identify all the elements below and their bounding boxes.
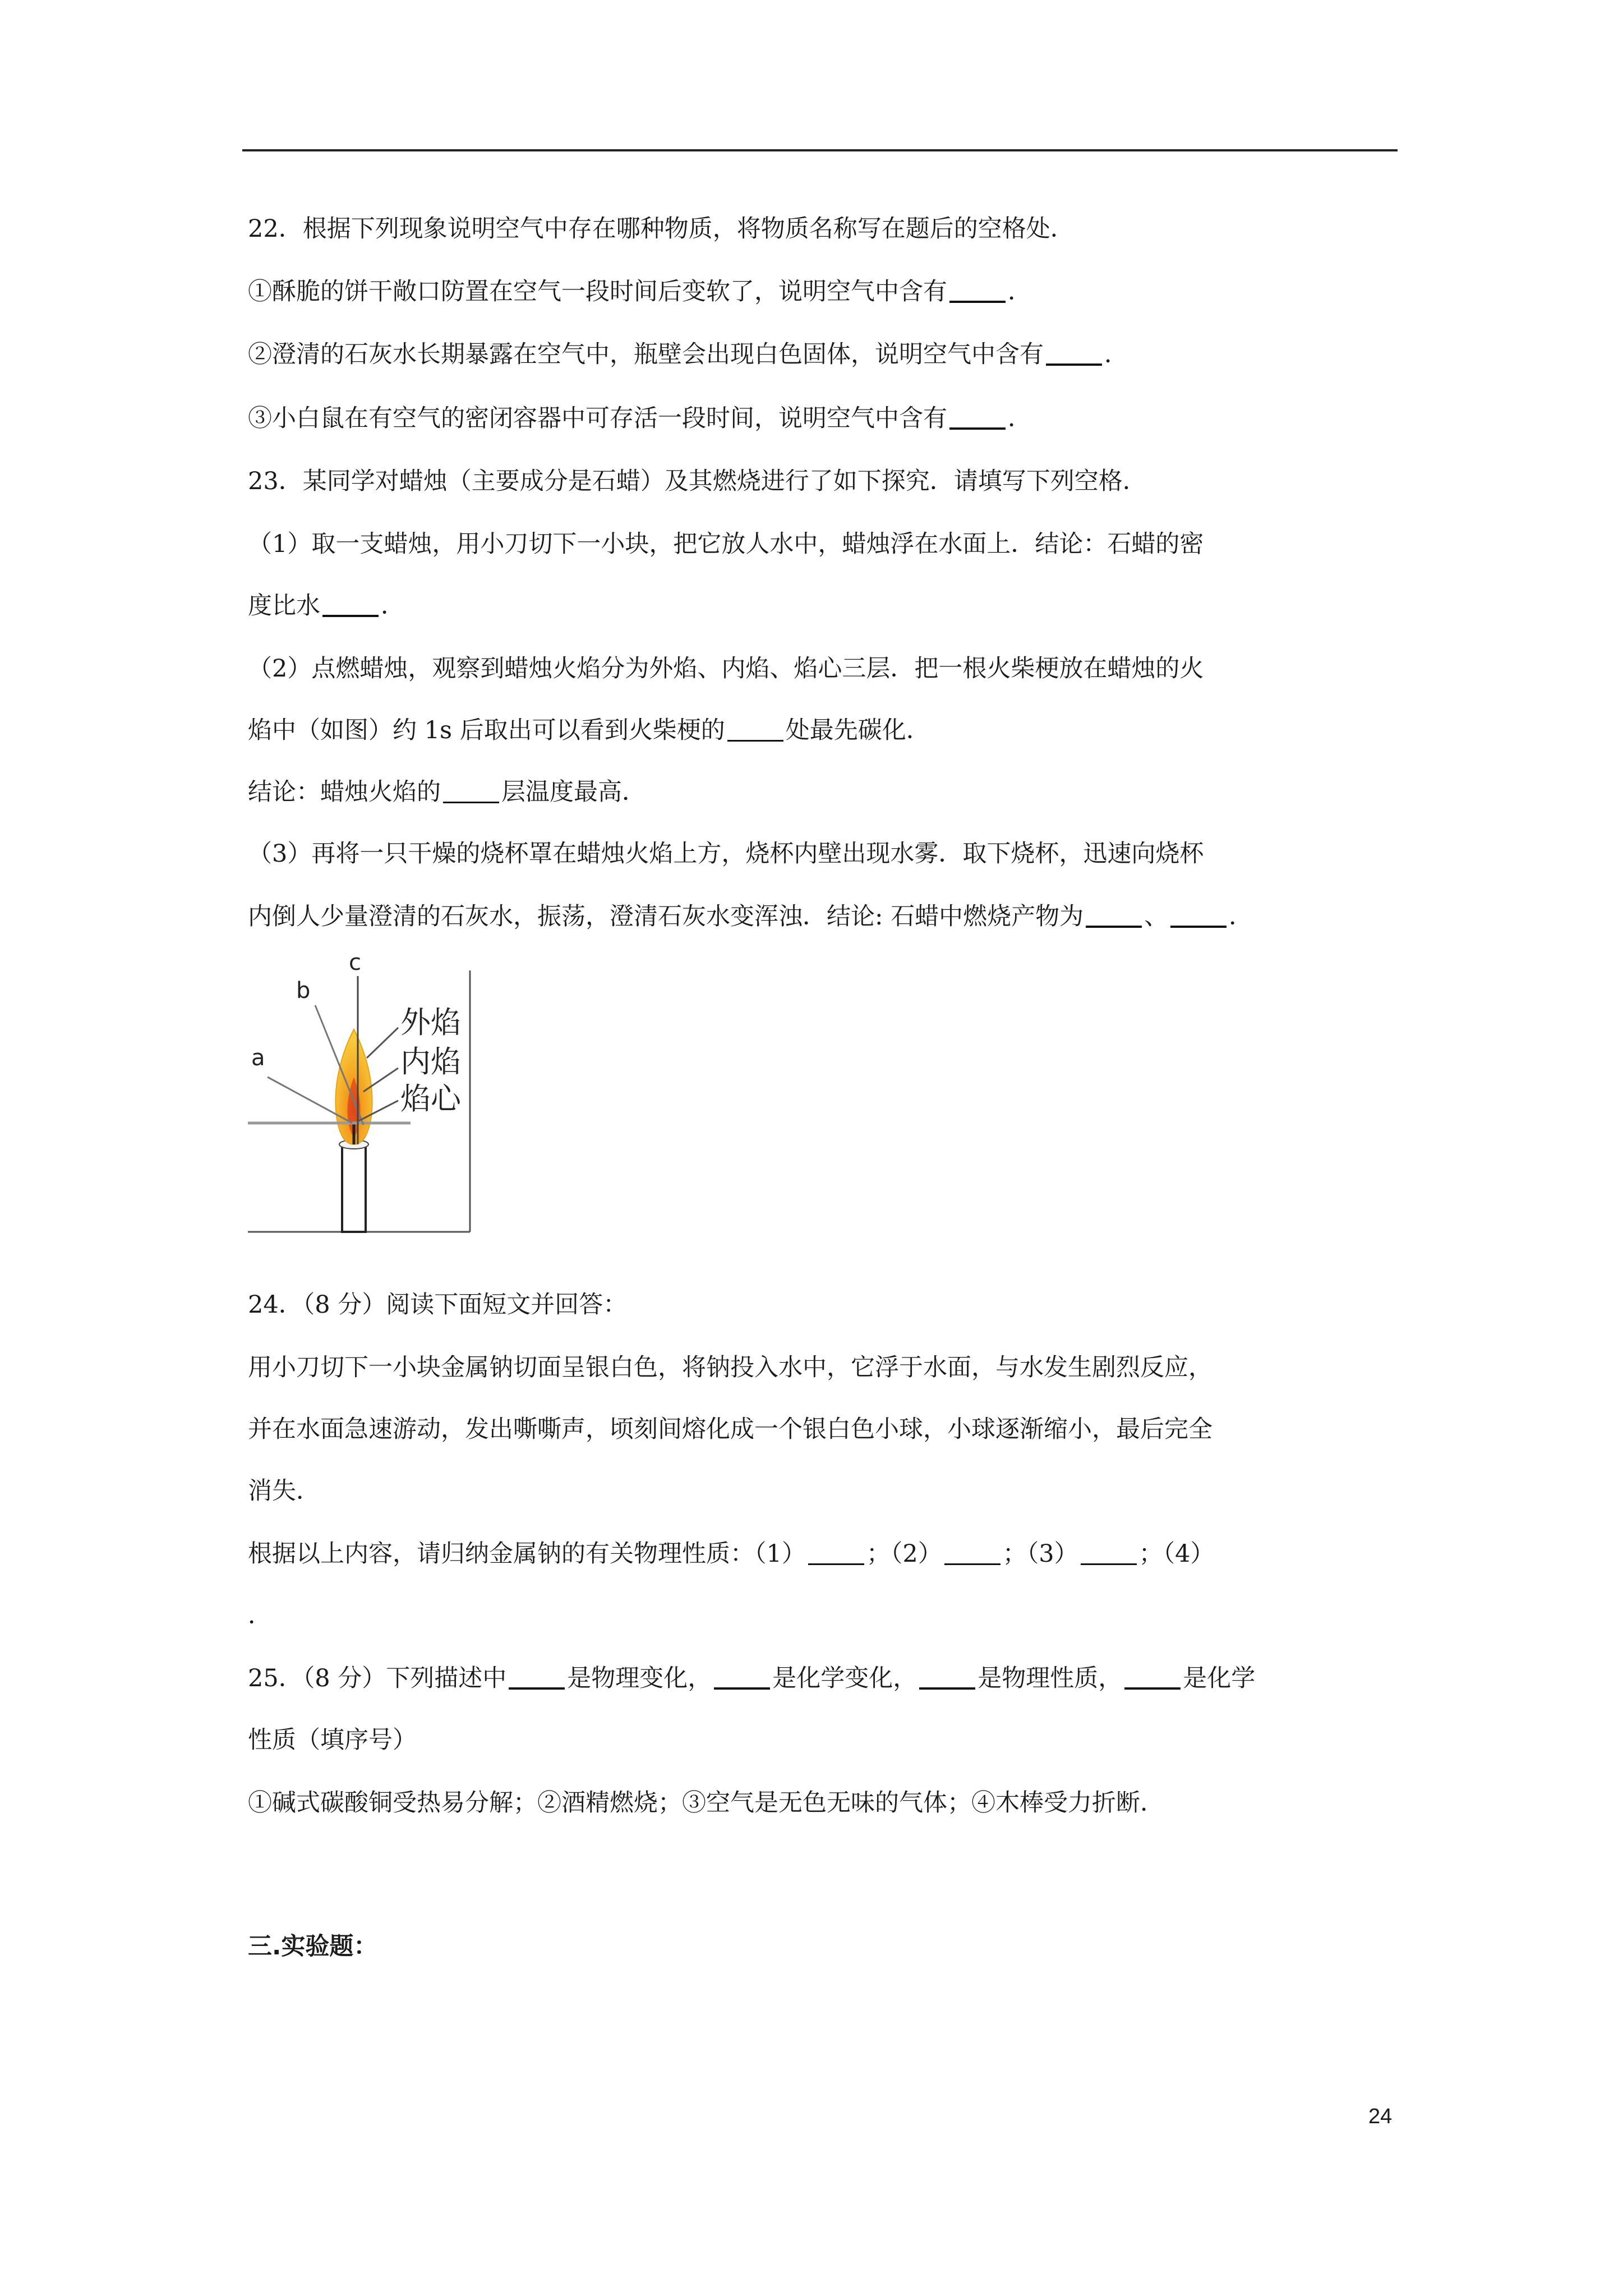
q23-stem: 23．某同学对蜡烛（主要成分是石蜡）及其燃烧进行了如下探究．请填写下列空格．	[248, 467, 1147, 495]
q24-text-line3: 消失．	[248, 1477, 320, 1505]
q24-text-line2: 并在水面急速游动，发出嘶嘶声，顷刻间熔化成一个银白色小球，小球逐渐缩小，最后完全	[248, 1415, 1212, 1443]
q24-ask: 根据以上内容，请归纳金属钠的有关物理性质：（1） ；（2） ；（3） ；（4）	[248, 1540, 1215, 1568]
q24-stem: 24．（8 分）阅读下面短文并回答：	[248, 1291, 628, 1319]
q23-part1-line1: （1）取一支蜡烛，用小刀切下一小块，把它放人水中，蜡烛浮在水面上．结论：石蜡的密	[248, 530, 1204, 558]
answer-blank[interactable]	[443, 777, 499, 803]
answer-blank[interactable]	[727, 716, 783, 742]
q22-item-3: ③小白鼠在有空气的密闭容器中可存活一段时间，说明空气中含有 ．	[248, 404, 1032, 432]
q23-part3-line2: 内倒人少量澄清的石灰水，振荡，澄清石灰水变浑浊．结论: 石蜡中燃烧产物为 、 ．	[248, 903, 1253, 931]
answer-blank[interactable]	[1046, 339, 1102, 366]
answer-blank[interactable]	[1124, 1663, 1181, 1690]
q24-ask-end: ．	[248, 1602, 272, 1630]
answer-blank[interactable]	[919, 1663, 975, 1690]
answer-blank[interactable]	[509, 1663, 565, 1690]
q24-text-line1: 用小刀切下一小块金属钠切面呈银白色，将钠投入水中，它浮于水面，与水发生剧烈反应，	[248, 1354, 1212, 1382]
q23-part2-line1: （2）点燃蜡烛，观察到蜡烛火焰分为外焰、内焰、焰心三层．把一根火柴梗放在蜡烛的火	[248, 655, 1204, 683]
q22-item-1: ①酥脆的饼干敞口防置在空气一段时间后变软了，说明空气中含有 ．	[248, 278, 1032, 306]
answer-blank[interactable]	[949, 403, 1006, 430]
label-flame-core: 焰心	[400, 1081, 461, 1116]
q23-part1-line2: 度比水 ．	[248, 592, 405, 620]
label-c: c	[349, 950, 361, 976]
q25-line2: 性质（填序号）	[248, 1726, 417, 1754]
q23-part2-line3: 结论：蜡烛火焰的 层温度最高．	[248, 778, 646, 806]
q22-item-2: ②澄清的石灰水长期暴露在空气中，瓶壁会出现白色固体，说明空气中含有 ．	[248, 341, 1128, 369]
answer-blank[interactable]	[949, 277, 1006, 303]
label-a: a	[251, 1045, 265, 1071]
answer-blank[interactable]	[1081, 1539, 1137, 1565]
section-heading: 三.实验题：	[248, 1932, 378, 1961]
q25-line1: 25．（8 分）下列描述中 是物理变化， 是化学变化， 是物理性质， 是化学	[248, 1664, 1256, 1692]
q25-items: ①碱式碳酸铜受热易分解；②酒精燃烧；③空气是无色无味的气体；④木棒受力折断．	[248, 1789, 1164, 1817]
label-inner-flame: 内焰	[400, 1044, 461, 1079]
answer-blank[interactable]	[1086, 901, 1142, 928]
q23-part2-line2: 焰中（如图）约 1s 后取出可以看到火柴梗的 处最先碳化．	[248, 716, 930, 744]
q22-stem: 22．根据下列现象说明空气中存在哪种物质，将物质名称写在题后的空格处．	[248, 215, 1075, 243]
page-number: 24	[1368, 2105, 1393, 2128]
label-outer-flame: 外焰	[400, 1005, 461, 1040]
answer-blank[interactable]	[808, 1539, 864, 1565]
label-b: b	[296, 978, 311, 1004]
answer-blank[interactable]	[1170, 901, 1227, 928]
answer-blank[interactable]	[322, 591, 379, 617]
answer-blank[interactable]	[714, 1663, 770, 1690]
candle-flame-figure	[248, 950, 472, 1234]
answer-blank[interactable]	[944, 1539, 1000, 1565]
q23-part3-line1: （3）再将一只干燥的烧杯罩在蜡烛火焰上方，烧杯内壁出现水雾．取下烧杯，迅速向烧杯	[248, 840, 1204, 868]
header-rule	[242, 149, 1398, 151]
